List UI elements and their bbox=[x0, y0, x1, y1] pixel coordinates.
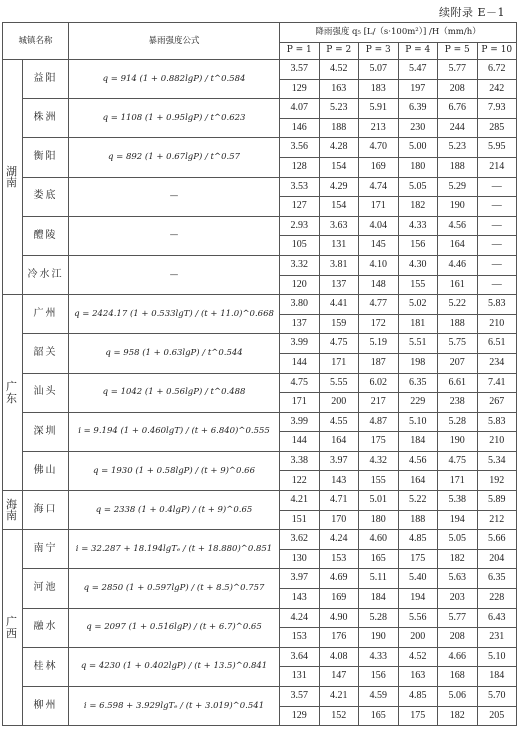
intensity-q-cell: 5.02 bbox=[398, 295, 438, 315]
intensity-h-cell: 213 bbox=[359, 118, 399, 138]
intensity-h-cell: 163 bbox=[398, 667, 438, 687]
intensity-q-cell: 3.56 bbox=[280, 138, 320, 158]
intensity-q-cell: 3.62 bbox=[280, 530, 320, 550]
table-row bbox=[3, 177, 517, 197]
intensity-h-cell: 144 bbox=[280, 432, 320, 452]
intensity-q-cell: 4.77 bbox=[359, 295, 399, 315]
intensity-h-cell: 131 bbox=[280, 667, 320, 687]
intensity-h-cell: 180 bbox=[398, 157, 438, 177]
intensity-h-cell: 208 bbox=[438, 628, 478, 648]
intensity-h-cell: 210 bbox=[477, 432, 517, 452]
intensity-h-cell: 137 bbox=[280, 314, 320, 334]
intensity-q-cell: 6.02 bbox=[359, 373, 399, 393]
intensity-q-cell: 4.08 bbox=[319, 647, 359, 667]
intensity-q-cell: 3.57 bbox=[280, 687, 320, 707]
city-name-cell: 醴陵 bbox=[23, 216, 69, 255]
intensity-q-cell: 5.05 bbox=[438, 530, 478, 550]
intensity-q-cell: 3.99 bbox=[280, 334, 320, 354]
intensity-h-cell: 148 bbox=[359, 275, 399, 295]
intensity-q-cell: 4.55 bbox=[319, 412, 359, 432]
intensity-q-cell: 4.60 bbox=[359, 530, 399, 550]
intensity-q-cell: 5.51 bbox=[398, 334, 438, 354]
intensity-q-cell: 6.43 bbox=[477, 608, 517, 628]
intensity-h-cell: 129 bbox=[280, 706, 320, 726]
intensity-h-cell: 143 bbox=[319, 471, 359, 491]
intensity-h-cell: 170 bbox=[319, 510, 359, 530]
intensity-q-cell: 6.72 bbox=[477, 60, 517, 80]
table-row bbox=[3, 334, 517, 354]
intensity-h-cell: 175 bbox=[398, 549, 438, 569]
intensity-h-cell: 200 bbox=[398, 628, 438, 648]
intensity-q-cell: 4.85 bbox=[398, 687, 438, 707]
intensity-q-cell: 4.56 bbox=[438, 216, 478, 236]
intensity-h-cell: 155 bbox=[359, 471, 399, 491]
intensity-q-cell: 4.10 bbox=[359, 255, 399, 275]
intensity-h-cell: 171 bbox=[438, 471, 478, 491]
intensity-h-cell: 164 bbox=[398, 471, 438, 491]
intensity-q-cell: 5.22 bbox=[398, 491, 438, 511]
city-name-cell: 广州 bbox=[23, 295, 69, 334]
intensity-h-cell: 182 bbox=[398, 197, 438, 217]
intensity-q-cell: 4.28 bbox=[319, 138, 359, 158]
intensity-h-cell: 169 bbox=[319, 589, 359, 609]
period-header: P = 5 bbox=[438, 43, 478, 60]
intensity-h-cell: 197 bbox=[398, 79, 438, 99]
intensity-h-cell: 168 bbox=[438, 667, 478, 687]
intensity-q-cell: 4.66 bbox=[438, 647, 478, 667]
intensity-q-cell: 5.11 bbox=[359, 569, 399, 589]
intensity-q-cell: 4.75 bbox=[319, 334, 359, 354]
intensity-h-cell: 244 bbox=[438, 118, 478, 138]
intensity-h-cell: 176 bbox=[319, 628, 359, 648]
formula-cell: q = 958 (1 + 0.63lgP) / t^0.544 bbox=[69, 334, 280, 373]
table-row bbox=[3, 138, 517, 158]
table-row bbox=[3, 373, 517, 393]
city-name-cell: 南宁 bbox=[23, 530, 69, 569]
intensity-h-cell: 129 bbox=[280, 79, 320, 99]
city-name-cell: 桂林 bbox=[23, 647, 69, 686]
intensity-h-cell: 159 bbox=[319, 314, 359, 334]
intensity-header: 降雨强度 q₅ [L/（s·100m²）] /H（mm/h） bbox=[280, 23, 517, 43]
intensity-h-cell: 190 bbox=[438, 432, 478, 452]
intensity-q-cell: 5.55 bbox=[319, 373, 359, 393]
intensity-h-cell: 188 bbox=[438, 314, 478, 334]
city-name-cell: 柳州 bbox=[23, 687, 69, 726]
intensity-q-cell: 5.77 bbox=[438, 60, 478, 80]
city-name-cell: 河池 bbox=[23, 569, 69, 608]
intensity-q-cell: 4.52 bbox=[398, 647, 438, 667]
intensity-h-cell: 285 bbox=[477, 118, 517, 138]
formula-cell: i = 6.598 + 3.929lgTₑ / (t + 3.019)^0.541 bbox=[69, 687, 280, 726]
intensity-h-cell: 194 bbox=[438, 510, 478, 530]
intensity-h-cell: — bbox=[477, 275, 517, 295]
period-header: P = 4 bbox=[398, 43, 438, 60]
table-row bbox=[3, 216, 517, 236]
intensity-q-cell: 4.74 bbox=[359, 177, 399, 197]
intensity-q-cell: 4.87 bbox=[359, 412, 399, 432]
intensity-q-cell: 4.21 bbox=[319, 687, 359, 707]
intensity-q-cell: 4.75 bbox=[280, 373, 320, 393]
intensity-h-cell: 165 bbox=[359, 706, 399, 726]
intensity-h-cell: 210 bbox=[477, 314, 517, 334]
intensity-q-cell: 5.40 bbox=[398, 569, 438, 589]
intensity-h-cell: 145 bbox=[359, 236, 399, 256]
intensity-q-cell: 3.64 bbox=[280, 647, 320, 667]
intensity-h-cell: 242 bbox=[477, 79, 517, 99]
intensity-h-cell: 143 bbox=[280, 589, 320, 609]
intensity-h-cell: 175 bbox=[359, 432, 399, 452]
period-header: P = 3 bbox=[359, 43, 399, 60]
intensity-q-cell: 5.83 bbox=[477, 412, 517, 432]
intensity-h-cell: 208 bbox=[438, 79, 478, 99]
table-row bbox=[3, 451, 517, 471]
intensity-q-cell: 6.35 bbox=[398, 373, 438, 393]
intensity-q-cell: — bbox=[477, 216, 517, 236]
province-cell: 广东 bbox=[3, 295, 23, 491]
intensity-h-cell: 171 bbox=[359, 197, 399, 217]
intensity-q-cell: 4.85 bbox=[398, 530, 438, 550]
period-header: P = 1 bbox=[280, 43, 320, 60]
province-cell: 湖南 bbox=[3, 60, 23, 295]
intensity-h-cell: 190 bbox=[359, 628, 399, 648]
intensity-h-cell: 128 bbox=[280, 157, 320, 177]
intensity-q-cell: 5.75 bbox=[438, 334, 478, 354]
period-header: P = 10 bbox=[477, 43, 517, 60]
intensity-h-cell: 172 bbox=[359, 314, 399, 334]
intensity-q-cell: 5.70 bbox=[477, 687, 517, 707]
intensity-h-cell: 182 bbox=[438, 549, 478, 569]
table-row bbox=[3, 530, 517, 550]
intensity-q-cell: 5.91 bbox=[359, 99, 399, 119]
city-name-cell: 娄底 bbox=[23, 177, 69, 216]
intensity-h-cell: 165 bbox=[359, 549, 399, 569]
city-name-header: 城镇名称 bbox=[3, 23, 69, 60]
formula-cell: — bbox=[69, 255, 280, 294]
intensity-h-cell: 234 bbox=[477, 353, 517, 373]
intensity-q-cell: 5.00 bbox=[398, 138, 438, 158]
intensity-h-cell: 144 bbox=[280, 353, 320, 373]
intensity-h-cell: 131 bbox=[319, 236, 359, 256]
intensity-h-cell: 205 bbox=[477, 706, 517, 726]
intensity-h-cell: 171 bbox=[280, 393, 320, 413]
intensity-h-cell: 156 bbox=[398, 236, 438, 256]
intensity-h-cell: — bbox=[477, 236, 517, 256]
intensity-q-cell: 5.28 bbox=[438, 412, 478, 432]
intensity-q-cell: 5.22 bbox=[438, 295, 478, 315]
intensity-q-cell: 5.56 bbox=[398, 608, 438, 628]
intensity-q-cell: 4.59 bbox=[359, 687, 399, 707]
formula-cell: i = 32.287 + 18.194lgTₑ / (t + 18.880)^0.851 bbox=[69, 530, 280, 569]
intensity-h-cell: 122 bbox=[280, 471, 320, 491]
table-caption: 续附录 E－1 bbox=[438, 6, 505, 19]
intensity-h-cell: 188 bbox=[398, 510, 438, 530]
intensity-q-cell: 5.83 bbox=[477, 295, 517, 315]
formula-cell: q = 2097 (1 + 0.516lgP) / (t + 6.7)^0.65 bbox=[69, 608, 280, 647]
table-row bbox=[3, 608, 517, 628]
intensity-q-cell: — bbox=[477, 177, 517, 197]
intensity-q-cell: 4.32 bbox=[359, 451, 399, 471]
intensity-q-cell: 3.97 bbox=[280, 569, 320, 589]
intensity-q-cell: 4.52 bbox=[319, 60, 359, 80]
formula-cell: q = 914 (1 + 0.882lgP) / t^0.584 bbox=[69, 60, 280, 99]
intensity-q-cell: 4.07 bbox=[280, 99, 320, 119]
intensity-q-cell: 3.57 bbox=[280, 60, 320, 80]
intensity-h-cell: 187 bbox=[359, 353, 399, 373]
intensity-q-cell: 3.32 bbox=[280, 255, 320, 275]
intensity-h-cell: 188 bbox=[319, 118, 359, 138]
province-cell: 海南 bbox=[3, 491, 23, 530]
intensity-q-cell: 4.21 bbox=[280, 491, 320, 511]
intensity-h-cell: 151 bbox=[280, 510, 320, 530]
intensity-q-cell: 4.56 bbox=[398, 451, 438, 471]
intensity-q-cell: 3.53 bbox=[280, 177, 320, 197]
intensity-q-cell: 4.04 bbox=[359, 216, 399, 236]
intensity-h-cell: 181 bbox=[398, 314, 438, 334]
intensity-q-cell: 5.34 bbox=[477, 451, 517, 471]
intensity-h-cell: 190 bbox=[438, 197, 478, 217]
intensity-h-cell: 217 bbox=[359, 393, 399, 413]
intensity-h-cell: 164 bbox=[319, 432, 359, 452]
intensity-q-cell: 5.23 bbox=[319, 99, 359, 119]
intensity-h-cell: 153 bbox=[280, 628, 320, 648]
intensity-h-cell: 212 bbox=[477, 510, 517, 530]
intensity-h-cell: 238 bbox=[438, 393, 478, 413]
intensity-q-cell: 6.39 bbox=[398, 99, 438, 119]
intensity-q-cell: 5.10 bbox=[398, 412, 438, 432]
intensity-h-cell: 231 bbox=[477, 628, 517, 648]
formula-cell: q = 2338 (1 + 0.4lgP) / (t + 9)^0.65 bbox=[69, 491, 280, 530]
intensity-q-cell: 5.07 bbox=[359, 60, 399, 80]
formula-cell: q = 2424.17 (1 + 0.533lgT) / (t + 11.0)^0.668 bbox=[69, 295, 280, 334]
intensity-q-cell: 4.69 bbox=[319, 569, 359, 589]
table-row bbox=[3, 255, 517, 275]
table-row bbox=[3, 99, 517, 119]
intensity-q-cell: 3.63 bbox=[319, 216, 359, 236]
intensity-h-cell: 147 bbox=[319, 667, 359, 687]
city-name-cell: 株洲 bbox=[23, 99, 69, 138]
intensity-h-cell: 153 bbox=[319, 549, 359, 569]
intensity-h-cell: 192 bbox=[477, 471, 517, 491]
intensity-q-cell: 6.76 bbox=[438, 99, 478, 119]
city-name-cell: 衡阳 bbox=[23, 138, 69, 177]
intensity-h-cell: 156 bbox=[359, 667, 399, 687]
intensity-q-cell: 5.29 bbox=[438, 177, 478, 197]
city-name-cell: 佛山 bbox=[23, 451, 69, 490]
intensity-q-cell: 5.63 bbox=[438, 569, 478, 589]
table-row bbox=[3, 412, 517, 432]
intensity-h-cell: 194 bbox=[398, 589, 438, 609]
intensity-h-cell: 184 bbox=[398, 432, 438, 452]
intensity-h-cell: 183 bbox=[359, 79, 399, 99]
intensity-h-cell: 130 bbox=[280, 549, 320, 569]
intensity-q-cell: 5.23 bbox=[438, 138, 478, 158]
intensity-h-cell: 171 bbox=[319, 353, 359, 373]
intensity-h-cell: 182 bbox=[438, 706, 478, 726]
intensity-h-cell: 203 bbox=[438, 589, 478, 609]
intensity-q-cell: 5.06 bbox=[438, 687, 478, 707]
formula-cell: i = 9.194 (1 + 0.460lgT) / (t + 6.840)^0.555 bbox=[69, 412, 280, 451]
intensity-h-cell: 137 bbox=[319, 275, 359, 295]
intensity-h-cell: 161 bbox=[438, 275, 478, 295]
table-row bbox=[3, 569, 517, 589]
city-name-cell: 汕头 bbox=[23, 373, 69, 412]
intensity-q-cell: 3.99 bbox=[280, 412, 320, 432]
intensity-h-cell: 120 bbox=[280, 275, 320, 295]
formula-cell: q = 1042 (1 + 0.56lgP) / t^0.488 bbox=[69, 373, 280, 412]
intensity-h-cell: 154 bbox=[319, 157, 359, 177]
intensity-h-cell: 230 bbox=[398, 118, 438, 138]
intensity-h-cell: 154 bbox=[319, 197, 359, 217]
intensity-q-cell: 6.61 bbox=[438, 373, 478, 393]
intensity-q-cell: 5.95 bbox=[477, 138, 517, 158]
intensity-q-cell: 4.33 bbox=[398, 216, 438, 236]
intensity-h-cell: 267 bbox=[477, 393, 517, 413]
intensity-q-cell: 5.66 bbox=[477, 530, 517, 550]
intensity-h-cell: 169 bbox=[359, 157, 399, 177]
formula-cell: q = 4230 (1 + 0.402lgP) / (t + 13.5)^0.841 bbox=[69, 647, 280, 686]
intensity-q-cell: 5.05 bbox=[398, 177, 438, 197]
intensity-q-cell: 4.90 bbox=[319, 608, 359, 628]
intensity-q-cell: 6.35 bbox=[477, 569, 517, 589]
table-row bbox=[3, 60, 517, 80]
intensity-q-cell: 6.51 bbox=[477, 334, 517, 354]
intensity-h-cell: 146 bbox=[280, 118, 320, 138]
intensity-q-cell: 3.38 bbox=[280, 451, 320, 471]
intensity-q-cell: 3.81 bbox=[319, 255, 359, 275]
intensity-h-cell: 164 bbox=[438, 236, 478, 256]
intensity-q-cell: 5.77 bbox=[438, 608, 478, 628]
intensity-q-cell: 4.33 bbox=[359, 647, 399, 667]
intensity-q-cell: 3.80 bbox=[280, 295, 320, 315]
intensity-q-cell: 4.75 bbox=[438, 451, 478, 471]
intensity-h-cell: 175 bbox=[398, 706, 438, 726]
intensity-q-cell: 5.19 bbox=[359, 334, 399, 354]
formula-cell: q = 2850 (1 + 0.597lgP) / (t + 8.5)^0.757 bbox=[69, 569, 280, 608]
intensity-h-cell: 200 bbox=[319, 393, 359, 413]
intensity-q-cell: 7.93 bbox=[477, 99, 517, 119]
period-header: P = 2 bbox=[319, 43, 359, 60]
table-row bbox=[3, 491, 517, 511]
intensity-q-cell: 4.70 bbox=[359, 138, 399, 158]
intensity-h-cell: 207 bbox=[438, 353, 478, 373]
intensity-h-cell: 228 bbox=[477, 589, 517, 609]
intensity-q-cell: 4.24 bbox=[280, 608, 320, 628]
city-name-cell: 韶关 bbox=[23, 334, 69, 373]
table-row bbox=[3, 687, 517, 707]
intensity-h-cell: 180 bbox=[359, 510, 399, 530]
table-body bbox=[3, 60, 517, 726]
intensity-q-cell: 4.41 bbox=[319, 295, 359, 315]
intensity-h-cell: 214 bbox=[477, 157, 517, 177]
intensity-q-cell: 4.71 bbox=[319, 491, 359, 511]
intensity-q-cell: 5.10 bbox=[477, 647, 517, 667]
formula-cell: — bbox=[69, 177, 280, 216]
intensity-q-cell: 5.01 bbox=[359, 491, 399, 511]
intensity-h-cell: 163 bbox=[319, 79, 359, 99]
intensity-h-cell: 229 bbox=[398, 393, 438, 413]
city-name-cell: 海口 bbox=[23, 491, 69, 530]
province-cell: 广西 bbox=[3, 530, 23, 726]
formula-header: 暴雨强度公式 bbox=[69, 23, 280, 60]
city-name-cell: 深圳 bbox=[23, 412, 69, 451]
intensity-h-cell: 152 bbox=[319, 706, 359, 726]
intensity-q-cell: 4.46 bbox=[438, 255, 478, 275]
table-row bbox=[3, 647, 517, 667]
formula-cell: — bbox=[69, 216, 280, 255]
intensity-q-cell: 7.41 bbox=[477, 373, 517, 393]
table-row bbox=[3, 295, 517, 315]
intensity-h-cell: 155 bbox=[398, 275, 438, 295]
intensity-h-cell: 127 bbox=[280, 197, 320, 217]
intensity-h-cell: 184 bbox=[477, 667, 517, 687]
formula-cell: q = 1108 (1 + 0.95lgP) / t^0.623 bbox=[69, 99, 280, 138]
intensity-h-cell: 188 bbox=[438, 157, 478, 177]
intensity-q-cell: 5.89 bbox=[477, 491, 517, 511]
intensity-q-cell: 4.30 bbox=[398, 255, 438, 275]
intensity-q-cell: 4.24 bbox=[319, 530, 359, 550]
intensity-q-cell: 5.38 bbox=[438, 491, 478, 511]
formula-cell: q = 1930 (1 + 0.58lgP) / (t + 9)^0.66 bbox=[69, 451, 280, 490]
intensity-h-cell: — bbox=[477, 197, 517, 217]
intensity-h-cell: 105 bbox=[280, 236, 320, 256]
intensity-q-cell: — bbox=[477, 255, 517, 275]
intensity-h-cell: 184 bbox=[359, 589, 399, 609]
city-name-cell: 融水 bbox=[23, 608, 69, 647]
city-name-cell: 益阳 bbox=[23, 60, 69, 99]
city-name-cell: 冷水江 bbox=[23, 255, 69, 294]
rainfall-intensity-table bbox=[2, 22, 517, 726]
intensity-h-cell: 204 bbox=[477, 549, 517, 569]
formula-cell: q = 892 (1 + 0.67lgP) / t^0.57 bbox=[69, 138, 280, 177]
intensity-q-cell: 3.97 bbox=[319, 451, 359, 471]
intensity-q-cell: 5.47 bbox=[398, 60, 438, 80]
intensity-q-cell: 2.93 bbox=[280, 216, 320, 236]
intensity-q-cell: 4.29 bbox=[319, 177, 359, 197]
intensity-q-cell: 5.28 bbox=[359, 608, 399, 628]
intensity-h-cell: 198 bbox=[398, 353, 438, 373]
